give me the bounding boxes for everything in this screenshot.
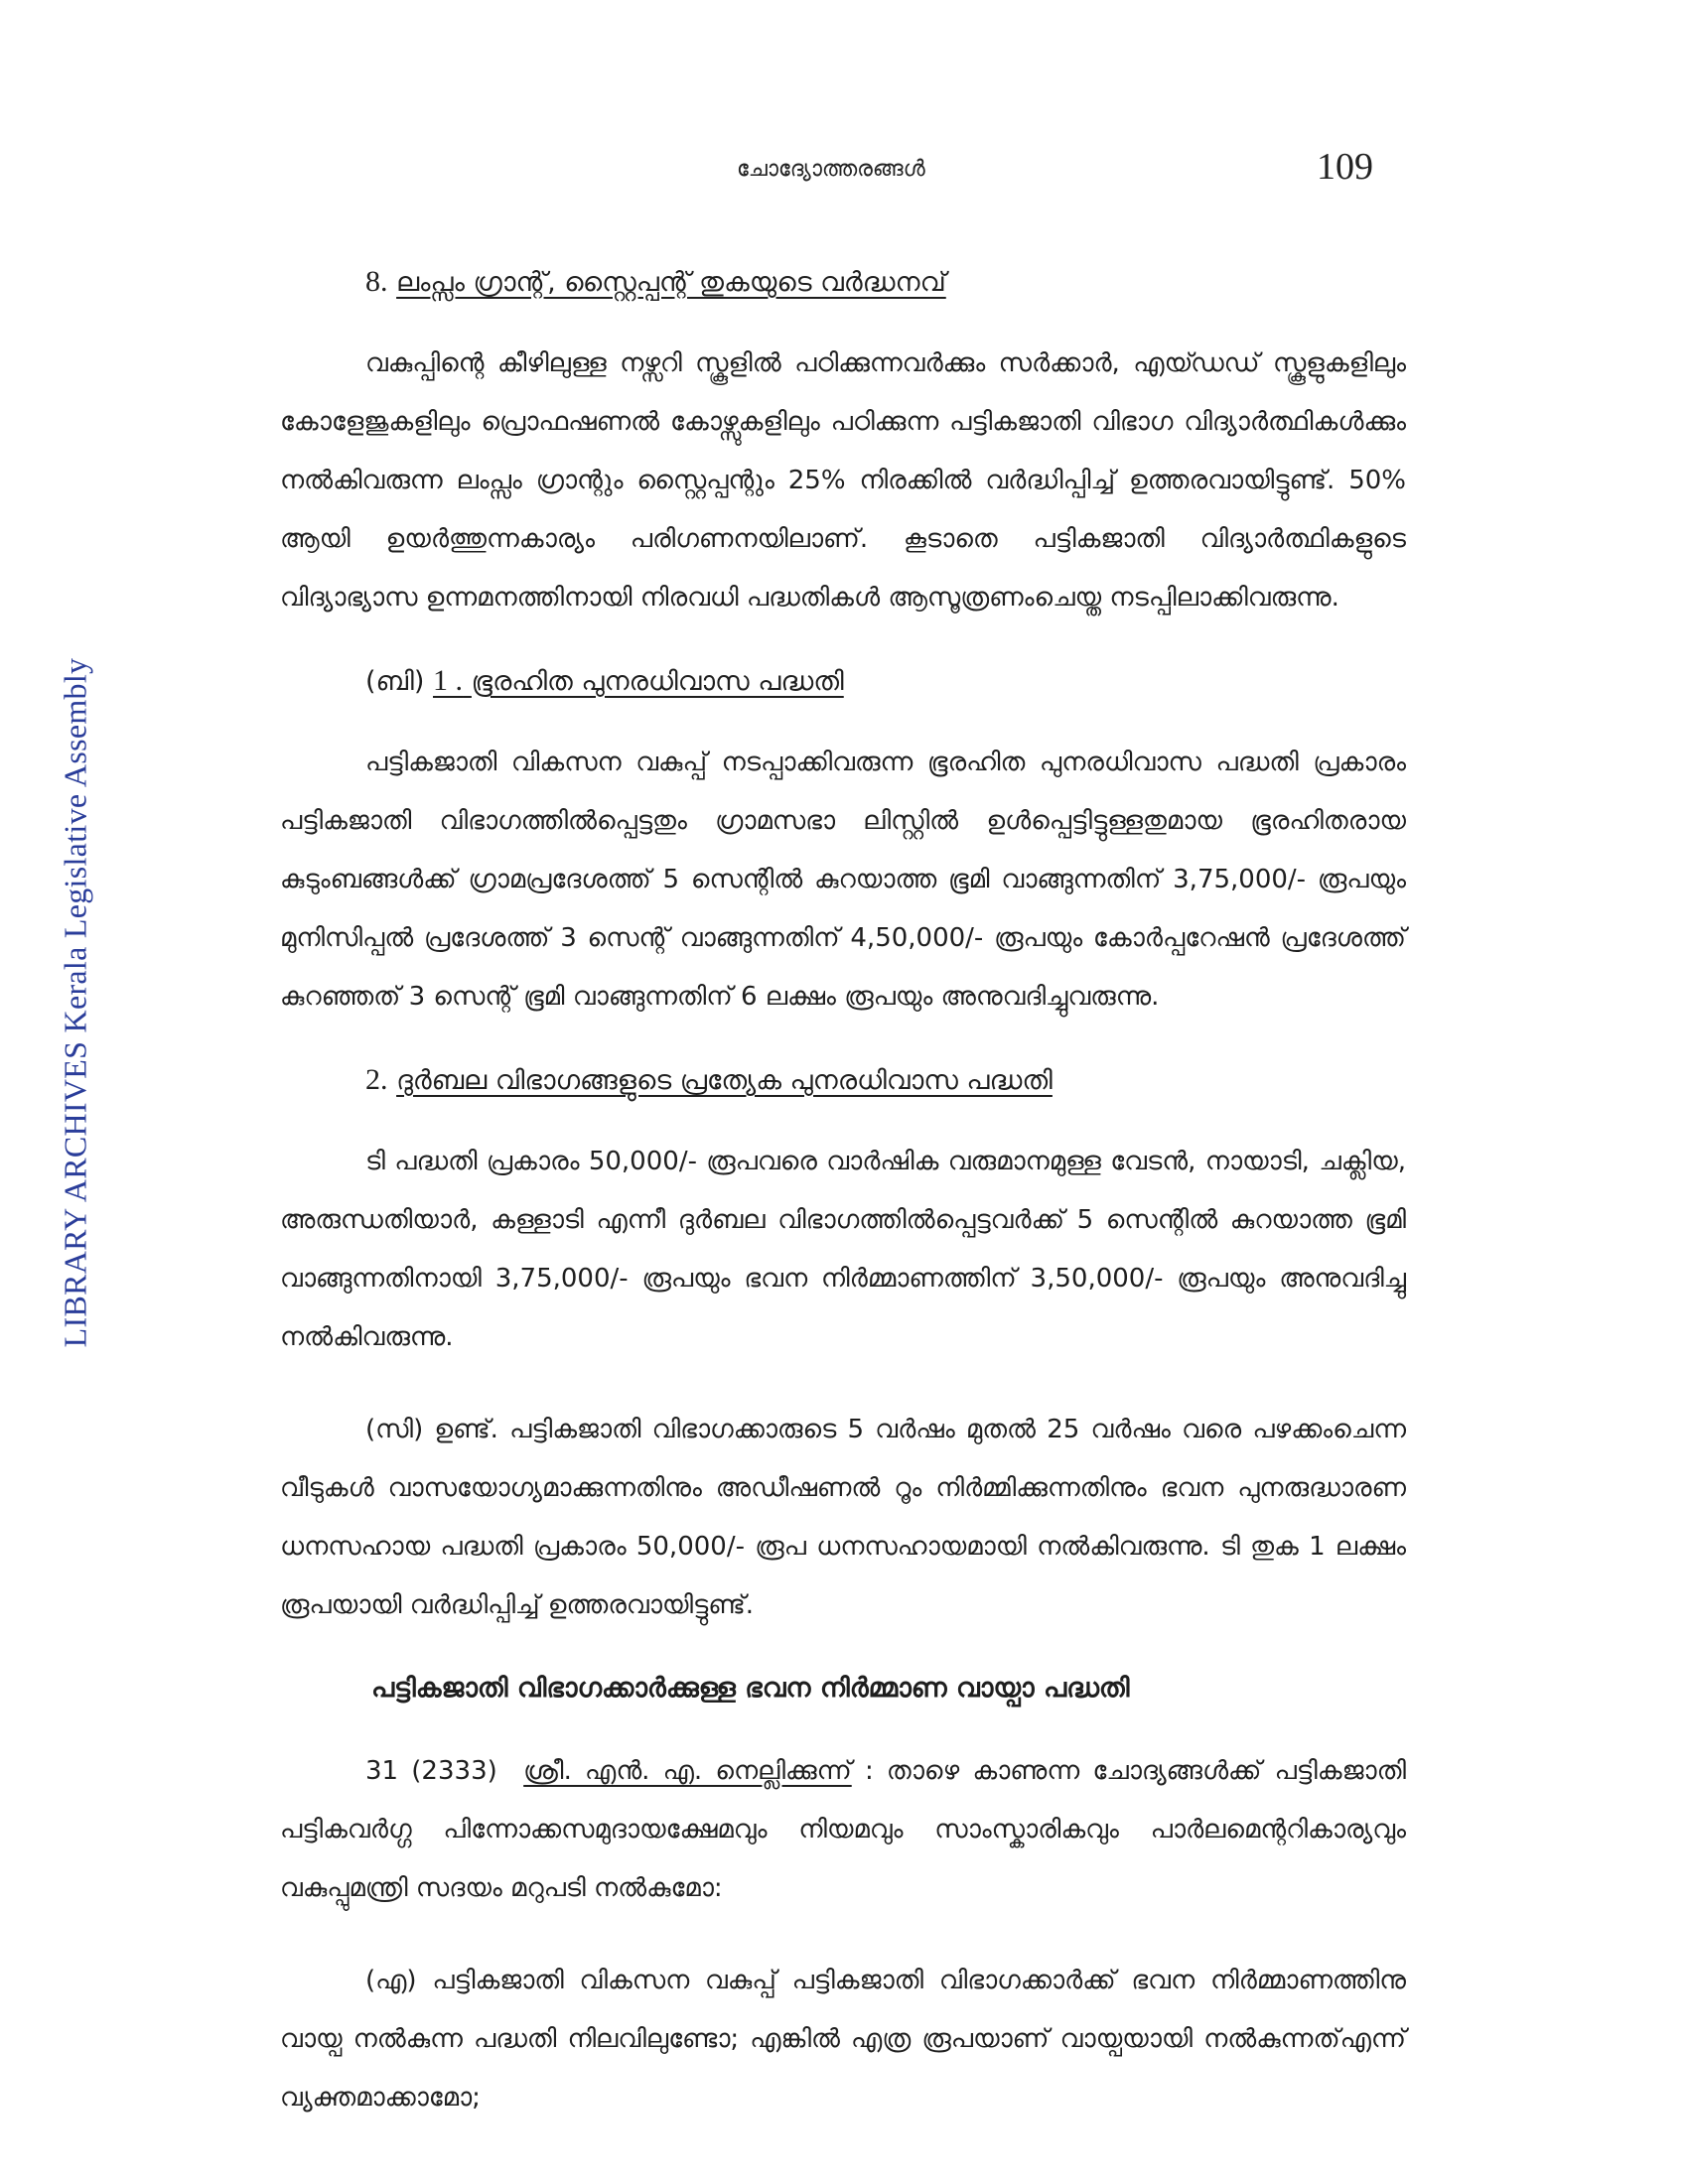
question-31-part-a: (എ) പട്ടികജാതി വികസന വകുപ്പ് പട്ടികജാതി വിഭാഗക്കാർക്ക് ഭവന നിർമ്മാണത്തിനു വായ്പ നൽകുന്ന പദ്ധതി നിലവിലുണ്ടോ; എങ്കിൽ എത്ര രൂപയാണ് വായ്പയായി നൽകുന്നത്എന്ന് വ്യക്തമാക്കാമോ; (280, 1966, 1406, 2113)
section-b2-title: ദുർബല വിഭാഗങ്ങളുടെ പ്രത്യേക പുനരധിവാസ പദ്ധതി (396, 1065, 1053, 1096)
section-8-heading (280, 262, 1406, 303)
section-b2-heading (280, 1060, 1406, 1101)
page-body (280, 262, 1406, 2161)
section-b1-heading (280, 661, 1406, 702)
section-8-title: ലംപ്സം ഗ്രാന്റ്, സ്റ്റൈപ്പന്റ് തുകയുടെ വർദ്ധനവ് (396, 267, 946, 298)
archive-watermark-text: LIBRARY ARCHIVES Kerala Legislative Assembly (57, 657, 93, 1348)
section-b1-number: 1 . (433, 664, 464, 697)
question-31-number: 31 (2333) (365, 1756, 497, 1786)
question-31-title: പട്ടികജാതി വിഭാഗക്കാർക്കുള്ള ഭവന നിർമ്മാണ വായ്പാ പദ്ധതി (371, 1673, 1130, 1704)
section-b2-paragraph: ടി പദ്ധതി പ്രകാരം 50,000/- രൂപവരെ വാർഷിക വരുമാനമുള്ള വേടൻ, നായാടി, ചക്ലിയ, അരുന്ധതിയാർ, കള്ളാടി എന്നീ ദുർബല വിഭാഗത്തിൽപ്പെട്ടവർക്ക് 5 സെന്റിൽ കുറയാത്ത ഭൂമി വാങ്ങുന്നതിനായി 3,75,000/- രൂപയും ഭവന നിർമ്മാണത്തിന് 3,50,000/- രൂപയും അനുവദിച്ചു നൽകിവരുന്നു. (280, 1147, 1406, 1352)
section-b1-prefix: (ബി) (365, 666, 425, 697)
section-c-paragraph: (സി) ഉണ്ട്. പട്ടികജാതി വിഭാഗക്കാരുടെ 5 വർഷം മുതൽ 25 വർഷം വരെ പഴക്കംചെന്ന വീടുകൾ വാസയോഗ്യമാക്കുന്നതിനും അഡീഷണൽ റൂം നിർമ്മിക്കുന്നതിനും ഭവന പുനരുദ്ധാരണ ധനസഹായ പദ്ധതി പ്രകാരം 50,000/- രൂപ ധനസഹായമായി നൽകിവരുന്നു. ടി തുക 1 ലക്ഷം രൂപയായി വർദ്ധിപ്പിച്ച് ഉത്തരവായിട്ടുണ്ട്. (280, 1415, 1406, 1620)
page-number: 109 (1317, 146, 1373, 188)
question-31-intro (280, 1742, 1406, 1918)
section-b2-number: 2. (365, 1063, 388, 1096)
section-8-number: 8. (365, 265, 388, 298)
archive-watermark (56, 556, 95, 1449)
section-b1-title: ഭൂരഹിത പുനരധിവാസ പദ്ധതി (471, 666, 844, 697)
section-8-paragraph: വകുപ്പിന്റെ കീഴിലുള്ള നഴ്സറി സ്കൂളിൽ പഠിക്കുന്നവർക്കും സർക്കാർ, എയ്ഡഡ് സ്കൂളുകളിലും കോളേജുകളിലും പ്രൊഫഷണൽ കോഴ്സുകളിലും പഠിക്കുന്ന പട്ടികജാതി വിഭാഗ വിദ്യാർത്ഥികൾക്കും നൽകിവരുന്ന ലംപ്സം ഗ്രാന്റും സ്റ്റൈപ്പന്റും 25% നിരക്കിൽ വർദ്ധിപ്പിച്ച് ഉത്തരവായിട്ടുണ്ട്. 50% ആയി ഉയർത്തുന്നകാര്യം പരിഗണനയിലാണ്. കൂടാതെ പട്ടികജാതി വിദ്യാർത്ഥികളുടെ വിദ്യാഭ്യാസ ഉന്നമനത്തിനായി നിരവധി പദ്ധതികൾ ആസൂത്രണംചെയ്ത നടപ്പിലാക്കിവരുന്നു. (280, 348, 1406, 613)
running-head: ചോദ്യോത്തരങ്ങൾ (737, 157, 925, 182)
question-31-member: ശ്രീ. എൻ. എ. നെല്ലിക്കുന്ന് (523, 1756, 852, 1786)
section-b1-paragraph: പട്ടികജാതി വികസന വകുപ്പ് നടപ്പാക്കിവരുന്ന ഭൂരഹിത പുനരധിവാസ പദ്ധതി പ്രകാരം പട്ടികജാതി വിഭാഗത്തിൽപ്പെട്ടതും ഗ്രാമസഭാ ലിസ്റ്റിൽ ഉൾപ്പെട്ടിട്ടുള്ളതുമായ ഭൂരഹിതരായ കുടുംബങ്ങൾക്ക് ഗ്രാമപ്രദേശത്ത് 5 സെന്റിൽ കുറയാത്ത ഭൂമി വാങ്ങുന്നതിന് 3,75,000/- രൂപയും മുനിസിപ്പൽ പ്രദേശത്ത് 3 സെന്റ് വാങ്ങുന്നതിന് 4,50,000/- രൂപയും കോർപ്പറേഷൻ പ്രദേശത്ത് കുറഞ്ഞത് 3 സെന്റ് ഭൂമി വാങ്ങുന്നതിന് 6 ലക്ഷം രൂപയും അനുവദിച്ചുവരുന്നു. (280, 748, 1406, 1012)
question-31-text: : താഴെ കാണുന്ന ചോദ്യങ്ങൾക്ക് പട്ടികജാതി പട്ടികവർഗ്ഗ പിന്നോക്കസമുദായക്ഷേമവും നിയമവും സാംസ്കാരികവും പാർലമെന്ററികാര്യവും വകുപ്പുമന്ത്രി സദയം മറുപടി നൽകുമോ: (280, 1756, 1406, 1903)
